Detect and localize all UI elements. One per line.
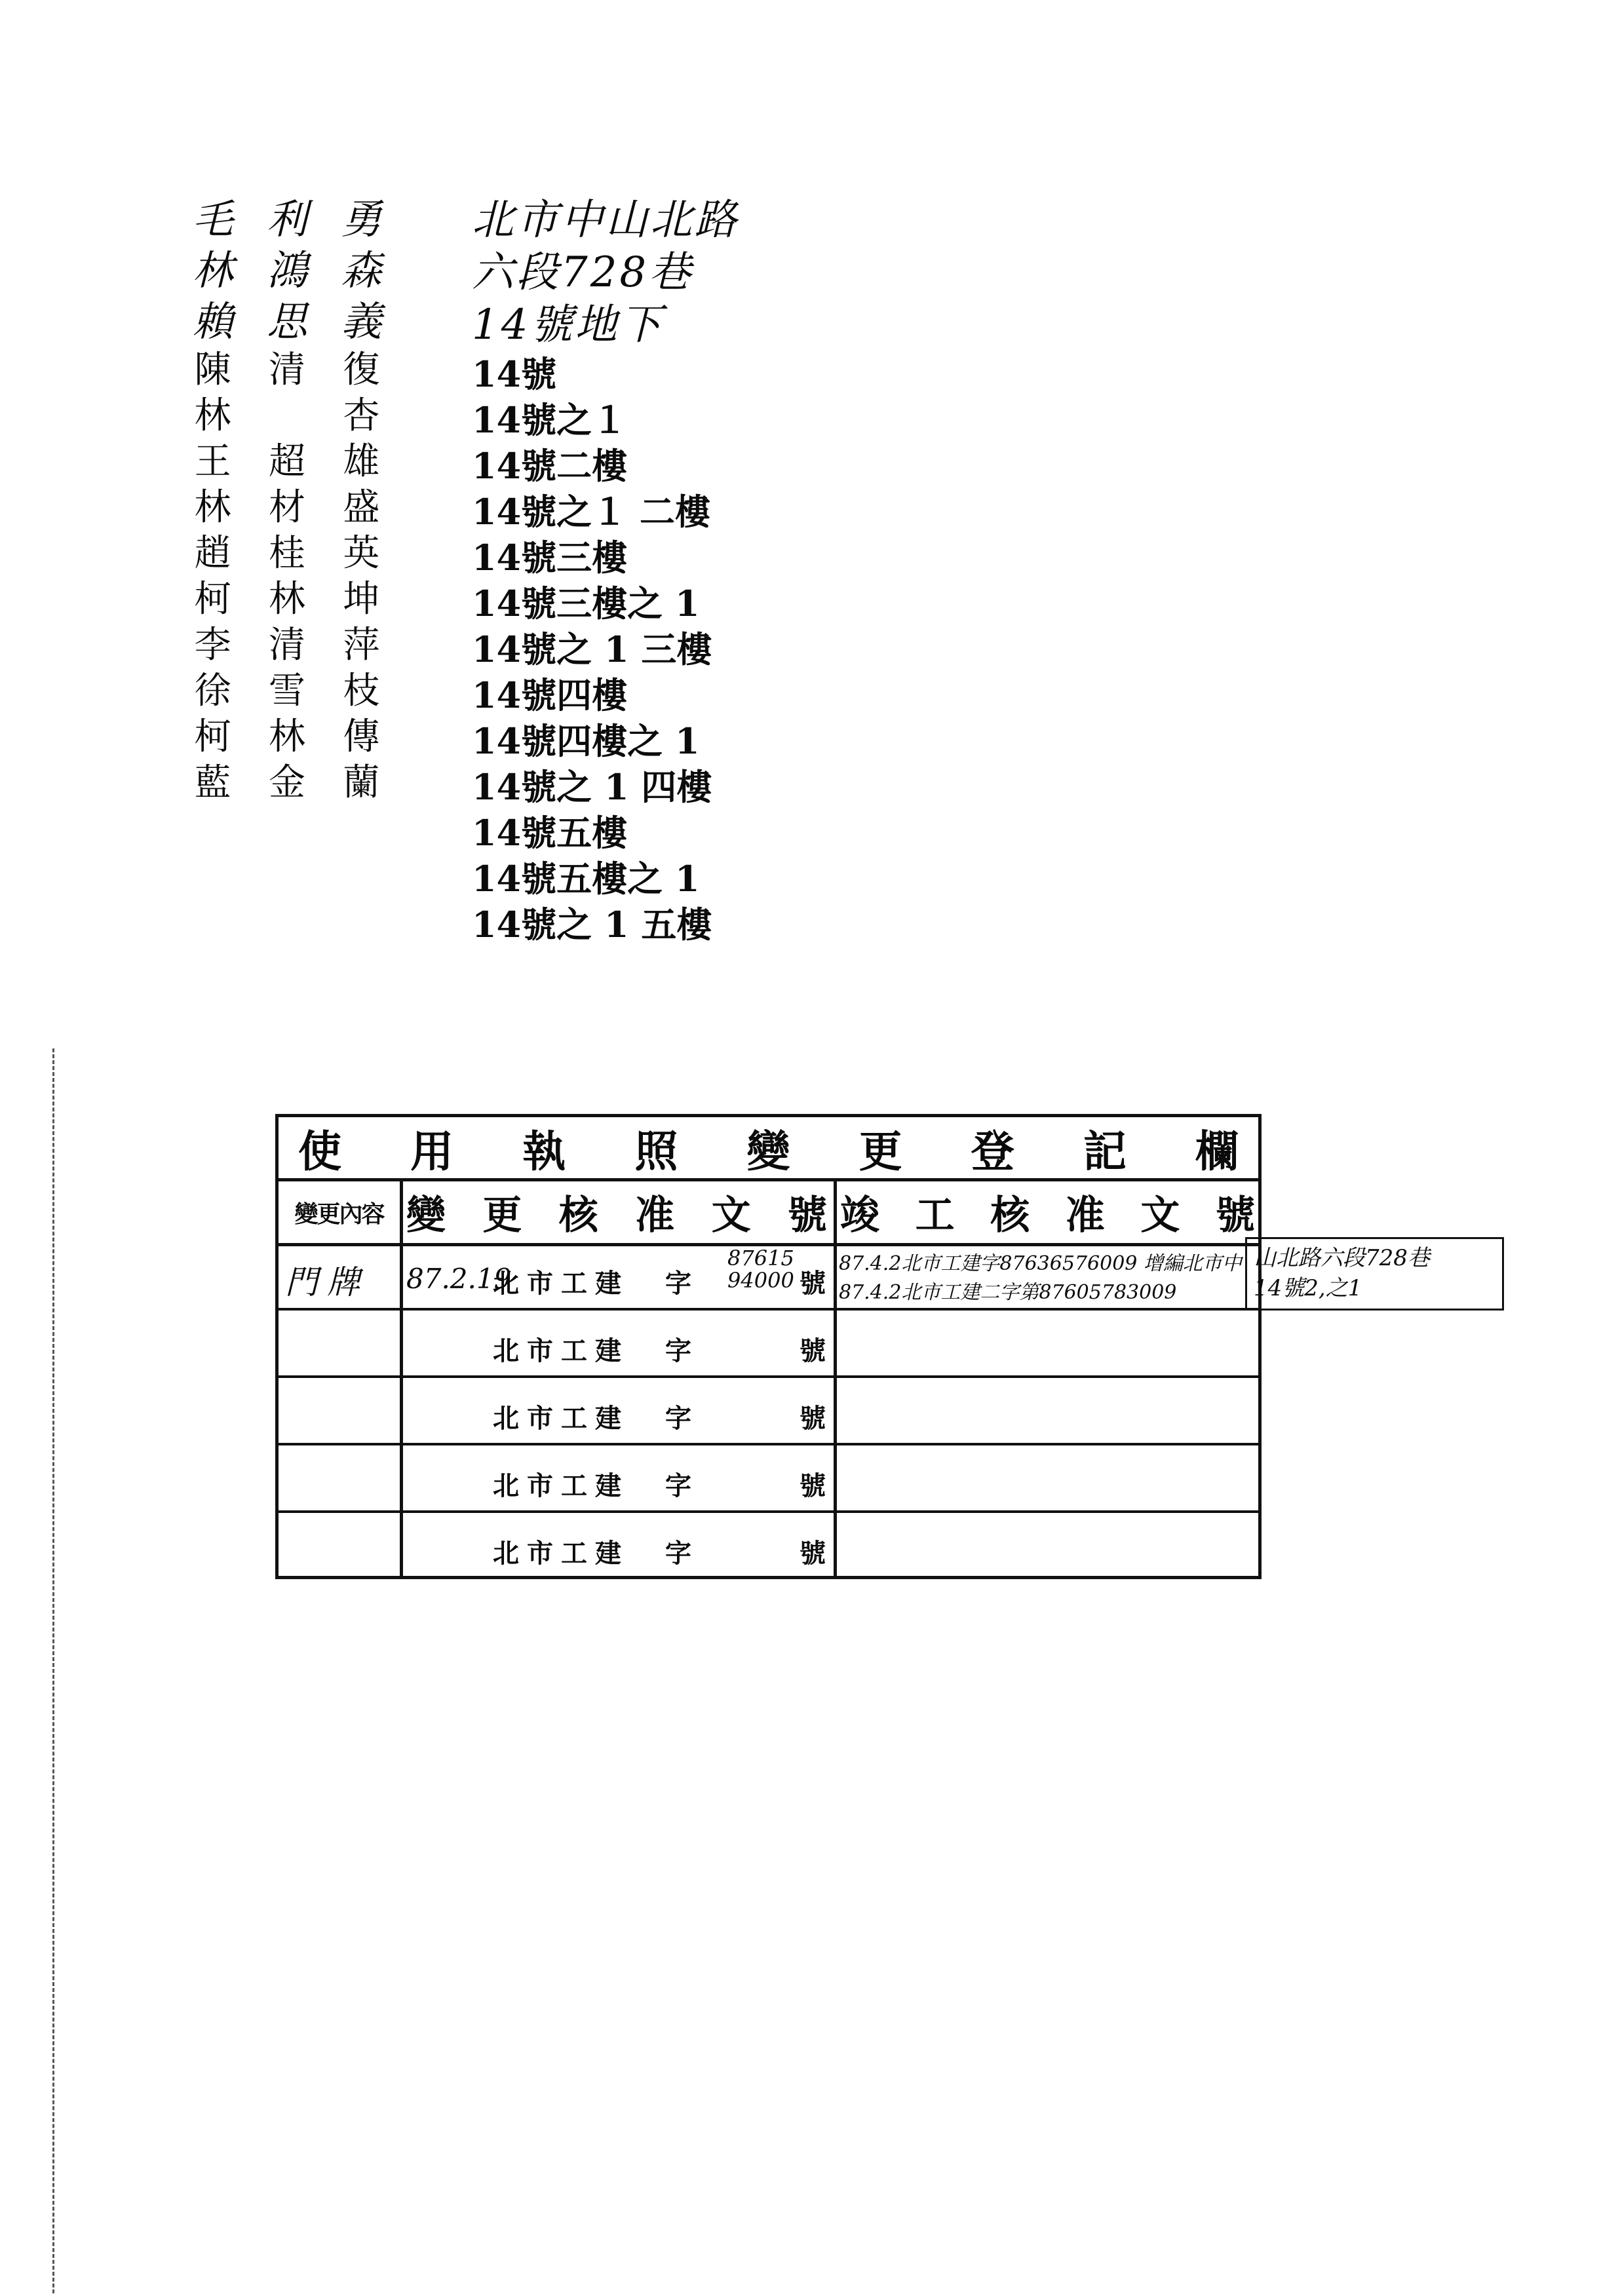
header-char: 文 [711, 1193, 751, 1238]
doc-zi: 字 [665, 1268, 691, 1299]
side-note-line-1: 山北路六段728巷 [1254, 1245, 1430, 1271]
owner-name-row [176, 622, 398, 668]
owner-name-row [176, 531, 398, 577]
owner-name-char: 林 [192, 246, 233, 294]
address-line: 14號四樓 [472, 674, 628, 716]
owner-name-char: 枝 [343, 670, 380, 712]
header-char: 號 [1215, 1193, 1255, 1238]
header-char: 更 [858, 1126, 902, 1177]
address-line: 14號之 1 五樓 [472, 904, 712, 946]
owner-name-char: 蘭 [343, 761, 380, 804]
header-change-approval-no [400, 1181, 834, 1243]
doc-prefix: 北市工建 [493, 1335, 629, 1366]
owner-name-char: 義 [341, 297, 382, 345]
owner-name-row [176, 296, 398, 347]
doc-hao: 號 [800, 1538, 826, 1569]
owner-name-row [176, 194, 398, 245]
header-char: 工 [915, 1193, 955, 1238]
completion-line-2: 87.4.2北市工建二字第87605783009 [839, 1281, 1177, 1304]
header-char: 號 [787, 1193, 827, 1238]
doc-prefix: 北市工建 [493, 1268, 629, 1299]
header-char: 准 [635, 1193, 675, 1238]
address-line: 14號地下 [472, 301, 665, 349]
owner-name-row [176, 760, 398, 806]
owner-name-char: 萍 [343, 624, 380, 666]
owner-name-row [176, 393, 398, 439]
header-completion-approval-no [834, 1181, 1262, 1243]
owner-name-char: 超 [268, 440, 305, 483]
owner-name-char: 柯 [194, 716, 231, 758]
owner-name-char: 清 [268, 349, 305, 391]
doc-zi: 字 [665, 1470, 691, 1501]
handwritten-side-note [1245, 1237, 1504, 1311]
change-approval-doc [400, 1311, 834, 1375]
owner-name-char: 陳 [194, 349, 231, 391]
owner-name-char: 桂 [268, 532, 305, 575]
header-char: 執 [522, 1126, 566, 1177]
register-header-row [279, 1181, 1258, 1246]
owner-name-char: 林 [268, 578, 305, 621]
header-char: 核 [558, 1193, 598, 1238]
doc-prefix: 北市工建 [493, 1538, 629, 1569]
owner-name-char: 清 [268, 624, 305, 666]
doc-zi: 字 [665, 1538, 691, 1569]
header-char: 用 [410, 1126, 454, 1177]
header-char: 登 [971, 1126, 1014, 1177]
address-line: 14號四樓之 1 [472, 720, 700, 762]
change-approval-doc [400, 1445, 834, 1510]
owner-name-char: 勇 [341, 195, 382, 243]
address-list [472, 194, 839, 947]
header-char: 核 [990, 1193, 1030, 1238]
completion-approval-notes [839, 1250, 1242, 1307]
header-char: 變 [746, 1126, 790, 1177]
address-line: 14號之１ 二樓 [472, 491, 710, 533]
owner-name-char: 毛 [192, 195, 233, 243]
register-title [279, 1117, 1258, 1181]
doc-hao: 號 [800, 1470, 826, 1501]
owner-name-char: 森 [341, 246, 382, 294]
owner-name-char: 林 [268, 716, 305, 758]
header-char: 變 [406, 1193, 446, 1238]
completion-line-1: 87.4.2北市工建字87636576009 增編北市中 [839, 1252, 1242, 1275]
owner-name-char: 王 [194, 440, 231, 483]
owner-name-char: 藍 [194, 761, 231, 804]
address-line: 14號三樓 [472, 537, 628, 579]
address-line: 14號之 1 四樓 [472, 766, 712, 808]
address-line: 北市中山北路 [472, 196, 739, 244]
owner-name-char: 傳 [343, 716, 380, 758]
address-line: 14號之 1 三樓 [472, 628, 712, 670]
table-row [279, 1445, 1258, 1513]
owner-name-char: 趙 [194, 532, 231, 575]
owner-name-char: 杏 [343, 394, 380, 437]
owner-name-char: 雪 [268, 670, 305, 712]
owner-name-char: 林 [194, 394, 231, 437]
owner-name-row [176, 577, 398, 622]
change-content: 門牌 [285, 1263, 369, 1301]
header-char: 使 [298, 1126, 341, 1177]
doc-hao: 號 [800, 1335, 826, 1366]
address-line: 14號五樓之 1 [472, 858, 700, 900]
header-char: 記 [1083, 1126, 1127, 1177]
table-row [279, 1378, 1258, 1445]
table-row [279, 1513, 1258, 1580]
owner-name-char: 材 [268, 486, 305, 529]
owner-name-char: 復 [343, 349, 380, 391]
owner-name-char: 雄 [343, 440, 380, 483]
doc-hao: 號 [800, 1403, 826, 1434]
owner-name-char: 利 [266, 195, 307, 243]
owner-name-char: 思 [266, 297, 307, 345]
header-char: 照 [634, 1126, 678, 1177]
doc-prefix: 北市工建 [493, 1470, 629, 1501]
address-line: 14號之１ [472, 399, 628, 441]
margin-perforation [52, 1048, 58, 2293]
change-approval-doc [400, 1378, 834, 1443]
owner-name-char: 李 [194, 624, 231, 666]
doc-zi: 字 [665, 1403, 691, 1434]
owner-name-char: 盛 [343, 486, 380, 529]
doc-hao: 號 [800, 1268, 826, 1299]
address-line: 14號 [472, 353, 557, 395]
owner-name-char: 鴻 [266, 246, 307, 294]
table-row [279, 1311, 1258, 1378]
license-change-register [275, 1114, 1262, 1579]
change-approval-doc [400, 1243, 834, 1308]
owner-name-char: 徐 [194, 670, 231, 712]
owner-name-list [176, 194, 398, 806]
owner-name-row [176, 668, 398, 714]
owner-name-row [176, 485, 398, 531]
address-line: 14號五樓 [472, 812, 628, 854]
owner-name-char: 林 [194, 486, 231, 529]
handwritten-date: 87.2.19 [406, 1263, 512, 1295]
owner-name-row [176, 245, 398, 296]
owner-name-row [176, 347, 398, 393]
side-note-line-2: 14號2,之1 [1254, 1275, 1362, 1301]
header-char: 更 [482, 1193, 522, 1238]
header-char: 准 [1065, 1193, 1105, 1238]
owner-name-row [176, 714, 398, 760]
header-char: 欄 [1195, 1126, 1239, 1177]
table-row [279, 1243, 1258, 1311]
owner-name-char: 英 [343, 532, 380, 575]
handwritten-doc-number: 87615 94000 [727, 1246, 794, 1293]
address-line: 六段728巷 [472, 248, 694, 297]
owner-name-row [176, 439, 398, 485]
doc-prefix: 北市工建 [493, 1403, 629, 1434]
change-approval-doc [400, 1513, 834, 1580]
address-line: 14號二樓 [472, 445, 628, 487]
doc-zi: 字 [665, 1335, 691, 1366]
owner-name-char: 坤 [343, 578, 380, 621]
header-char: 竣 [840, 1193, 879, 1238]
header-change-content: 變更內容 [294, 1200, 384, 1228]
owner-name-char: 金 [268, 761, 305, 804]
header-char: 文 [1140, 1193, 1180, 1238]
address-line: 14號三樓之 1 [472, 583, 700, 624]
owner-name-char: 賴 [192, 297, 233, 345]
owner-name-char: 柯 [194, 578, 231, 621]
